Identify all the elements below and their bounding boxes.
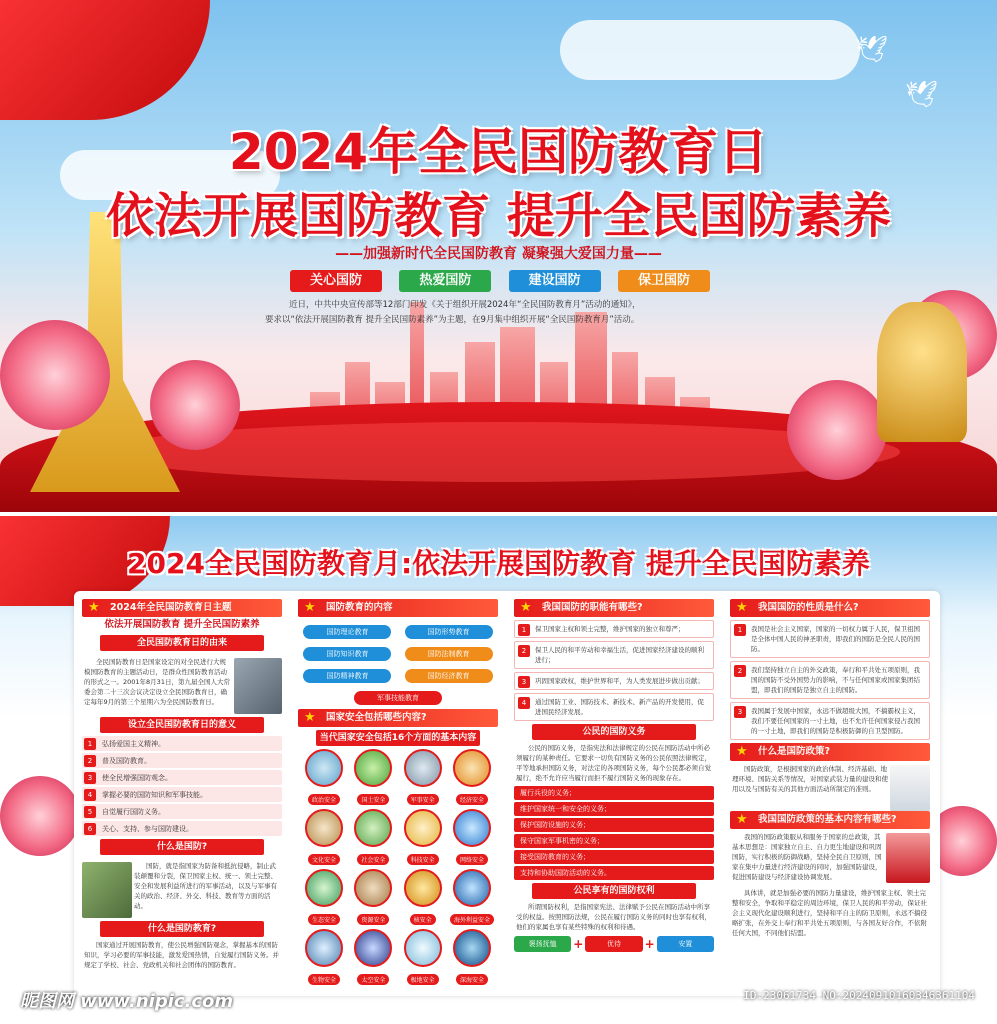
paragraph: 国防，就是指国家为防备和抵抗侵略，制止武装颠覆和分裂，保卫国家主权、统一、领土完整、安全和发展利益所进行的军事活动，以及与军事有关的政治、经济、外交、科技、教育等方面的活动。	[134, 862, 277, 910]
obligation-list	[514, 786, 714, 880]
obligation-item: 保护国防设施的义务；	[514, 818, 714, 832]
duty-item: 4 通过国防工业、国防技术、新技术、新产品的开发使用，促进国民经济发展。	[514, 693, 714, 721]
plus-icon: +	[573, 937, 584, 951]
security-item: 核安全	[399, 869, 447, 926]
image-id: ID:23061734 NO:20240910160346361104	[743, 989, 975, 1002]
dove-icon: 🕊	[905, 80, 939, 110]
column-2	[298, 599, 498, 989]
theme-text: 依法开展国防教育 提升全民国防素养	[104, 619, 260, 630]
tag-row	[290, 270, 710, 292]
column-3	[514, 599, 714, 952]
security-item: 国土安全	[349, 749, 397, 806]
obligation-item: 保守国家军事机密的义务；	[514, 834, 714, 848]
section-header: ★ 我国国防的性质是什么?	[730, 599, 930, 617]
list-item: 2 普及国防教育。	[82, 753, 282, 768]
right-badge: 褒扬抚恤	[514, 936, 571, 952]
plus-icon: +	[644, 937, 655, 951]
sub-header: 什么是国防?	[100, 839, 264, 855]
tag: 保卫国防	[618, 270, 710, 292]
section-header: ★ 国防教育的内容	[298, 599, 498, 617]
paragraph: 具体讲，就是加强必要的国防力量建设，维护国家主权、领土完整和安全，争取和平稳定的周边环境，保卫人民的和平劳动，保证社会主义现代化建设顺利进行，坚持和平自主的防卫原则，永远不搞侵略扩张，在外交上奉行和平共处五项原则，与各国友好合作，不依附任何大国，不同他们结盟。	[732, 889, 927, 937]
main-subtitle: 依法开展国防教育 提升全民国防素养	[106, 188, 891, 244]
star-icon: ★	[736, 812, 748, 827]
star-icon: ★	[88, 600, 100, 615]
star-icon: ★	[736, 744, 748, 759]
significance-list	[82, 736, 282, 836]
paragraph: 公民的国防义务，是指宪法和法律规定的公民在国防活动中所必须履行的某种责任。它要求一切负有国防义务的公民依照法律规定，平等地承担国防义务，对法定的各项国防义务，每个公民都必须自觉履行，绝不允许应当履行而拒不履行国防义务的现象存在。	[516, 744, 711, 782]
duty-item: 3 巩固国家政权，维护世界和平，为人类发展进步做出贡献；	[514, 672, 714, 690]
pill-list	[298, 619, 498, 707]
sub-header: 公民享有的国防权利	[532, 883, 696, 899]
right-badge: 安置	[657, 936, 714, 952]
section-header: ★ 什么是国防政策?	[730, 743, 930, 761]
pill: 国防法制教育	[405, 647, 493, 661]
security-item: 极地安全	[399, 929, 447, 986]
column-1	[82, 599, 282, 973]
pill: 国防知识教育	[303, 647, 391, 661]
monument-photo	[234, 658, 282, 714]
tag: 建设国防	[509, 270, 601, 292]
peony-flower	[0, 776, 80, 856]
security-item: 科技安全	[399, 809, 447, 866]
peony-flower	[150, 360, 240, 450]
pill: 国防经济教育	[405, 669, 493, 683]
board-title: 2024全民国防教育月:依法开展国防教育 提升全民国防素养	[127, 547, 870, 580]
list-item: 4 掌握必要的国防知识和军事技能。	[82, 787, 282, 802]
section-header: ★ 我国国防的职能有哪些?	[514, 599, 714, 617]
nature-item: 2 我们坚持独立自主的外交政策，奉行和平共处五项原则，我国的国防不受外国势力的影响，不与任何国家或国家集团结盟，即我们的国防是独立自主的国防。	[730, 661, 930, 699]
sub-header: 设立全民国防教育日的意义	[100, 717, 264, 733]
intro-text	[265, 298, 735, 328]
security-item: 海外利益安全	[448, 869, 496, 926]
star-icon: ★	[520, 600, 532, 615]
sub-header: 当代国家安全包括16个方面的基本内容	[316, 730, 480, 746]
security-item: 文化安全	[300, 809, 348, 866]
security-item: 资源安全	[349, 869, 397, 926]
pill: 国防理论教育	[303, 625, 391, 639]
watermark: 昵图网 www.nipic.com	[20, 991, 234, 1012]
security-item: 生态安全	[300, 869, 348, 926]
security-item: 生物安全	[300, 929, 348, 986]
soldiers-figure	[886, 833, 930, 883]
duty-item: 2 保卫人民的和平劳动和幸福生活，促进国家经济建设的顺利进行；	[514, 641, 714, 669]
dove-icon: 🕊	[855, 35, 889, 65]
right-badge: 优待	[585, 936, 642, 952]
speaker-figure	[890, 765, 930, 811]
tag: 热爱国防	[399, 270, 491, 292]
pill: 国防精神教育	[303, 669, 391, 683]
peony-flower	[0, 320, 110, 430]
section-header: ★ 我国国防政策的基本内容有哪些?	[730, 811, 930, 829]
list-item: 3 使全民增强国防观念。	[82, 770, 282, 785]
great-wall-photo	[82, 862, 132, 918]
pill: 军事技能教育	[354, 691, 442, 705]
content-panel	[74, 591, 940, 996]
security-item: 太空安全	[349, 929, 397, 986]
section-header: ★ 2024年全民国防教育日主题	[82, 599, 282, 617]
pill: 国防形势教育	[405, 625, 493, 639]
obligation-item: 维护国家统一和安全的义务；	[514, 802, 714, 816]
nature-item: 1 我国是社会主义国家，国家的一切权力属于人民，保卫祖国是全体中国人民的神圣职责，即我们的国防是全民人民的国防。	[730, 620, 930, 658]
paragraph: 所谓国防权利，是指国家宪法、法律赋予公民在国防活动中所享受的权益。按照国防法规，公民在履行国防义务的同时也享有权利，他们的家属也享有某些特殊的权利和待遇。	[516, 903, 711, 931]
main-title: 2024年全民国防教育日	[228, 123, 769, 181]
bottom-board	[0, 516, 997, 1024]
list-item: 5 自觉履行国防义务。	[82, 804, 282, 819]
security-item: 网络安全	[448, 809, 496, 866]
obligation-item: 履行兵役的义务；	[514, 786, 714, 800]
slogan: ——加强新时代全民国防教育 凝聚强大爱国力量——	[335, 246, 662, 262]
obligation-item: 接受国防教育的义务；	[514, 850, 714, 864]
intro-line: 要求以“依法开展国防教育 提升全民国防素养”为主题，在9月集中组织开展“全民国防教育月”活动。	[265, 315, 640, 325]
star-icon: ★	[304, 600, 316, 615]
stone-lion	[877, 302, 967, 442]
paragraph: 国家通过开展国防教育，使公民增强国防观念，掌握基本的国防知识，学习必要的军事技能，激发爱国热情，自觉履行国防义务。并规定了学校、社会、党政机关和社会团体的国防教育。	[84, 941, 279, 969]
column-4	[730, 599, 930, 941]
nature-item: 3 我国属于发展中国家，永远不做超级大国，不搞霸权主义，我们不要任何国家的一寸土地，也不允许任何国家侵占我国的一寸土地，即我们的国防是积极防御的自卫型国防。	[730, 702, 930, 740]
intro-line: 近日，中共中央宣传部等12部门印发《关于组织开展2024年“全民国防教育月”活动的通知》，	[289, 300, 641, 310]
paragraph: 我国的国防政策服从和服务于国家的总政策，其基本思想是：国家独立自主、自力更生地建设和巩固国防，实行积极的防御战略，坚持全民自卫原则，国家在集中力量进行经济建设的同时，加强国防建设，促进国防建设与经济建设协调发展。	[732, 833, 882, 881]
star-icon: ★	[304, 710, 316, 725]
security-item: 政治安全	[300, 749, 348, 806]
paragraph: 全民国防教育日是国家设定的对全民进行大规模国防教育的主题活动日，是群众性国防教育活动的形式之一。2001年8月31日，第九届全国人大常委会第二十三次会议决定设立全民国防教育日，确定每年9月的第三个星期六为全民国防教育日。	[84, 658, 230, 706]
security-grid	[298, 749, 498, 989]
section-header: ★ 国家安全包括哪些内容?	[298, 709, 498, 727]
security-item: 军事安全	[399, 749, 447, 806]
sub-header: 全民国防教育日的由来	[100, 635, 264, 651]
security-item: 经济安全	[448, 749, 496, 806]
security-item: 社会安全	[349, 809, 397, 866]
cloud	[560, 20, 860, 80]
obligation-item: 支持和协助国防活动的义务。	[514, 866, 714, 880]
sub-header: 公民的国防义务	[532, 724, 696, 740]
rights-row	[514, 936, 714, 952]
duty-item: 1 保卫国家主权和领土完整，维护国家的独立和尊严；	[514, 620, 714, 638]
list-item: 6 关心、支持、参与国防建设。	[82, 821, 282, 836]
sub-header: 什么是国防教育?	[100, 921, 264, 937]
list-item: 1 弘扬爱国主义精神。	[82, 736, 282, 751]
red-flag	[0, 0, 210, 120]
security-item: 深海安全	[448, 929, 496, 986]
star-icon: ★	[736, 600, 748, 615]
peony-flower	[787, 380, 887, 480]
paragraph: 国防政策，是根据国家的政治体制、经济基础、地理环境、国防关系等情况，对国家武装力量的建设和使用以及与国防有关的其他方面活动所制定的准则。	[732, 765, 888, 793]
tag: 关心国防	[290, 270, 382, 292]
